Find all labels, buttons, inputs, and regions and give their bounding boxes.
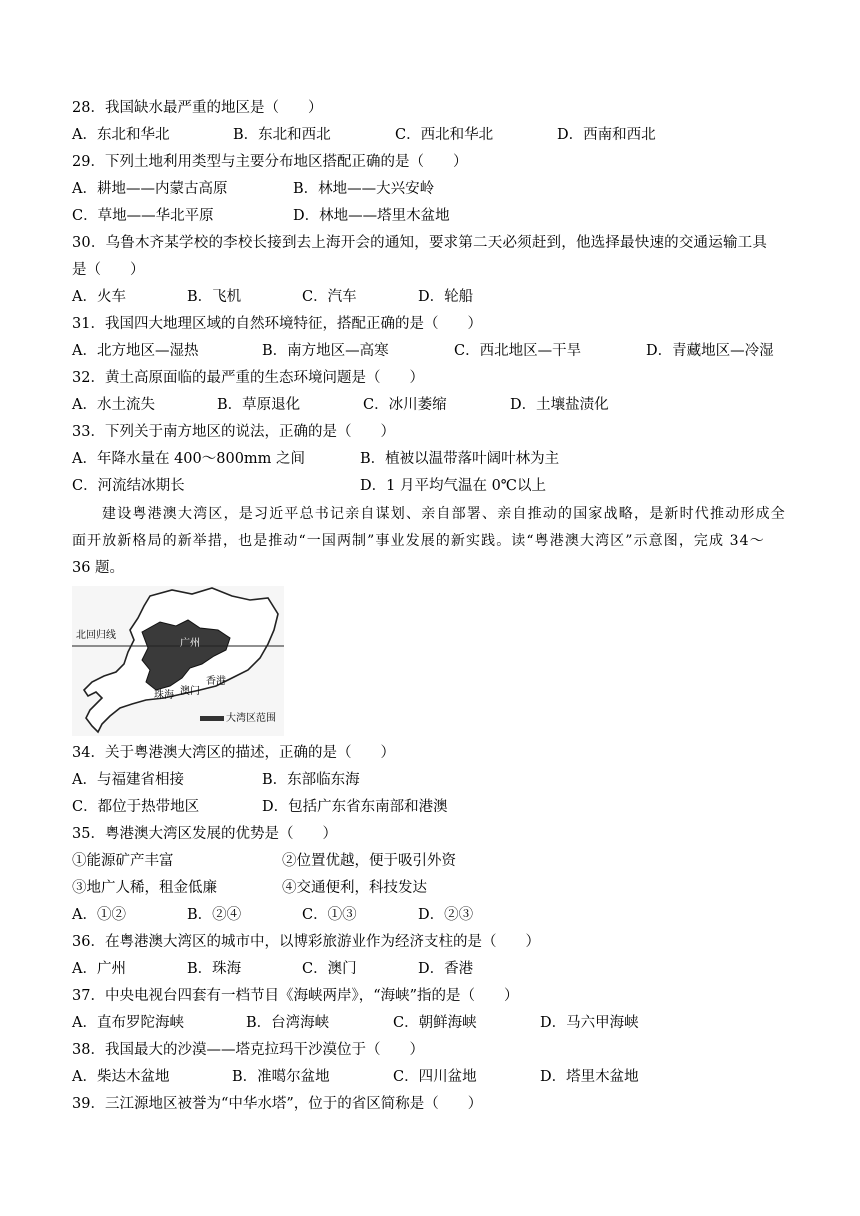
q35-item-2: ②位置优越，便于吸引外资 — [282, 853, 456, 869]
q35-item-1: ①能源矿产丰富 — [72, 853, 174, 869]
q34-stem: 34．关于粤港澳大湾区的描述，正确的是（ ） — [72, 745, 395, 761]
q37-option-d: D．马六甲海峡 — [540, 1015, 639, 1031]
passage-line3: 36 题。 — [72, 560, 125, 576]
q33-option-b: B．植被以温带落叶阔叶林为主 — [360, 451, 560, 467]
q30-option-b: B．飞机 — [187, 289, 242, 305]
q30-option-a: A．火车 — [72, 289, 126, 305]
q32-option-d: D．土壤盐渍化 — [510, 397, 609, 413]
q36-stem: 36．在粤港澳大湾区的城市中，以博彩旅游业作为经济支柱的是（ ） — [72, 934, 540, 950]
greater-bay-area-map — [72, 586, 284, 736]
q29-stem: 29．下列土地利用类型与主要分布地区搭配正确的是（ ） — [72, 154, 468, 170]
q37-option-c: C．朝鲜海峡 — [393, 1015, 477, 1031]
q29-option-b: B．林地——大兴安岭 — [293, 181, 435, 197]
passage-line1: 建设粤港澳大湾区，是习近平总书记亲自谋划、亲自部署、亲自推动的国家战略，是新时代推动形成全 — [102, 506, 786, 522]
q35-item-4: ④交通便利，科技发达 — [282, 880, 427, 896]
legend-swatch — [200, 716, 224, 721]
q35-item-3: ③地广人稀，租金低廉 — [72, 880, 217, 896]
q31-option-a: A．北方地区—湿热 — [72, 343, 199, 359]
q31-option-b: B．南方地区—高寒 — [262, 343, 389, 359]
q35-stem: 35．粤港澳大湾区发展的优势是（ ） — [72, 826, 337, 842]
q29-option-c: C．草地——华北平原 — [72, 208, 214, 224]
map-legend-label: 大湾区范围 — [226, 713, 276, 724]
q35-option-b: B．②④ — [187, 907, 242, 923]
q38-option-c: C．四川盆地 — [393, 1069, 477, 1085]
map-label-macau: 澳门 — [180, 686, 200, 697]
map-label-tropic: 北回归线 — [76, 630, 116, 641]
q33-stem: 33．下列关于南方地区的说法，正确的是（ ） — [72, 424, 395, 440]
q34-option-a: A．与福建省相接 — [72, 772, 184, 788]
q32-option-c: C．冰川萎缩 — [363, 397, 447, 413]
q30-stem-line1: 30．乌鲁木齐某学校的李校长接到去上海开会的通知，要求第二天必须赶到，他选择最快速的交通运输工具 — [72, 235, 768, 251]
q31-option-c: C．西北地区—干旱 — [454, 343, 582, 359]
q30-stem-line2: 是（ ） — [72, 262, 145, 278]
q28-option-c: C．西北和华北 — [395, 127, 494, 143]
q34-option-d: D．包括广东省东南部和港澳 — [262, 799, 448, 815]
q31-stem: 31．我国四大地理区域的自然环境特征，搭配正确的是（ ） — [72, 316, 482, 332]
q33-option-d: D．1 月平均气温在 0℃以上 — [360, 478, 547, 494]
q37-option-b: B．台湾海峡 — [246, 1015, 330, 1031]
q28-option-d: D．西南和西北 — [557, 127, 656, 143]
q35-option-d: D．②③ — [418, 907, 474, 923]
q35-option-c: C．①③ — [302, 907, 357, 923]
q36-option-d: D．香港 — [418, 961, 474, 977]
q33-option-a: A．年降水量在 400～800mm 之间 — [72, 451, 306, 467]
map-label-zhuhai: 珠海 — [154, 690, 174, 701]
q36-option-b: B．珠海 — [187, 961, 242, 977]
q36-option-a: A．广州 — [72, 961, 126, 977]
q34-option-c: C．都位于热带地区 — [72, 799, 200, 815]
q38-option-b: B．准噶尔盆地 — [232, 1069, 330, 1085]
q29-option-d: D．林地——塔里木盆地 — [293, 208, 450, 224]
q37-stem: 37．中央电视台四套有一档节目《海峡两岸》，“海峡”指的是（ ） — [72, 988, 519, 1004]
q32-option-b: B．草原退化 — [217, 397, 301, 413]
q31-option-d: D．青藏地区—冷湿 — [646, 343, 774, 359]
map-label-guangzhou: 广州 — [180, 638, 200, 649]
q35-option-a: A．①② — [72, 907, 126, 923]
q32-stem: 32．黄土高原面临的最严重的生态环境问题是（ ） — [72, 370, 424, 386]
q28-stem: 28．我国缺水最严重的地区是（ ） — [72, 100, 323, 116]
q34-option-b: B．东部临东海 — [262, 772, 360, 788]
q29-option-a: A．耕地——内蒙古高原 — [72, 181, 228, 197]
passage-line2: 面开放新格局的新举措，也是推动“一国两制”事业发展的新实践。读“粤港澳大湾区”示意图，完成 34～ — [72, 533, 765, 549]
map-label-hongkong: 香港 — [206, 676, 226, 687]
q38-stem: 38．我国最大的沙漠——塔克拉玛干沙漠位于（ ） — [72, 1042, 424, 1058]
q38-option-d: D．塔里木盆地 — [540, 1069, 639, 1085]
q28-option-a: A．东北和华北 — [72, 127, 170, 143]
q30-option-c: C．汽车 — [302, 289, 357, 305]
q33-option-c: C．河流结冰期长 — [72, 478, 185, 494]
q28-option-b: B．东北和西北 — [233, 127, 331, 143]
q37-option-a: A．直布罗陀海峡 — [72, 1015, 184, 1031]
q30-option-d: D．轮船 — [418, 289, 474, 305]
q39-stem: 39．三江源地区被誉为“中华水塔”，位于的省区简称是（ ） — [72, 1096, 483, 1112]
q36-option-c: C．澳门 — [302, 961, 357, 977]
q38-option-a: A．柴达木盆地 — [72, 1069, 170, 1085]
q32-option-a: A．水土流失 — [72, 397, 155, 413]
